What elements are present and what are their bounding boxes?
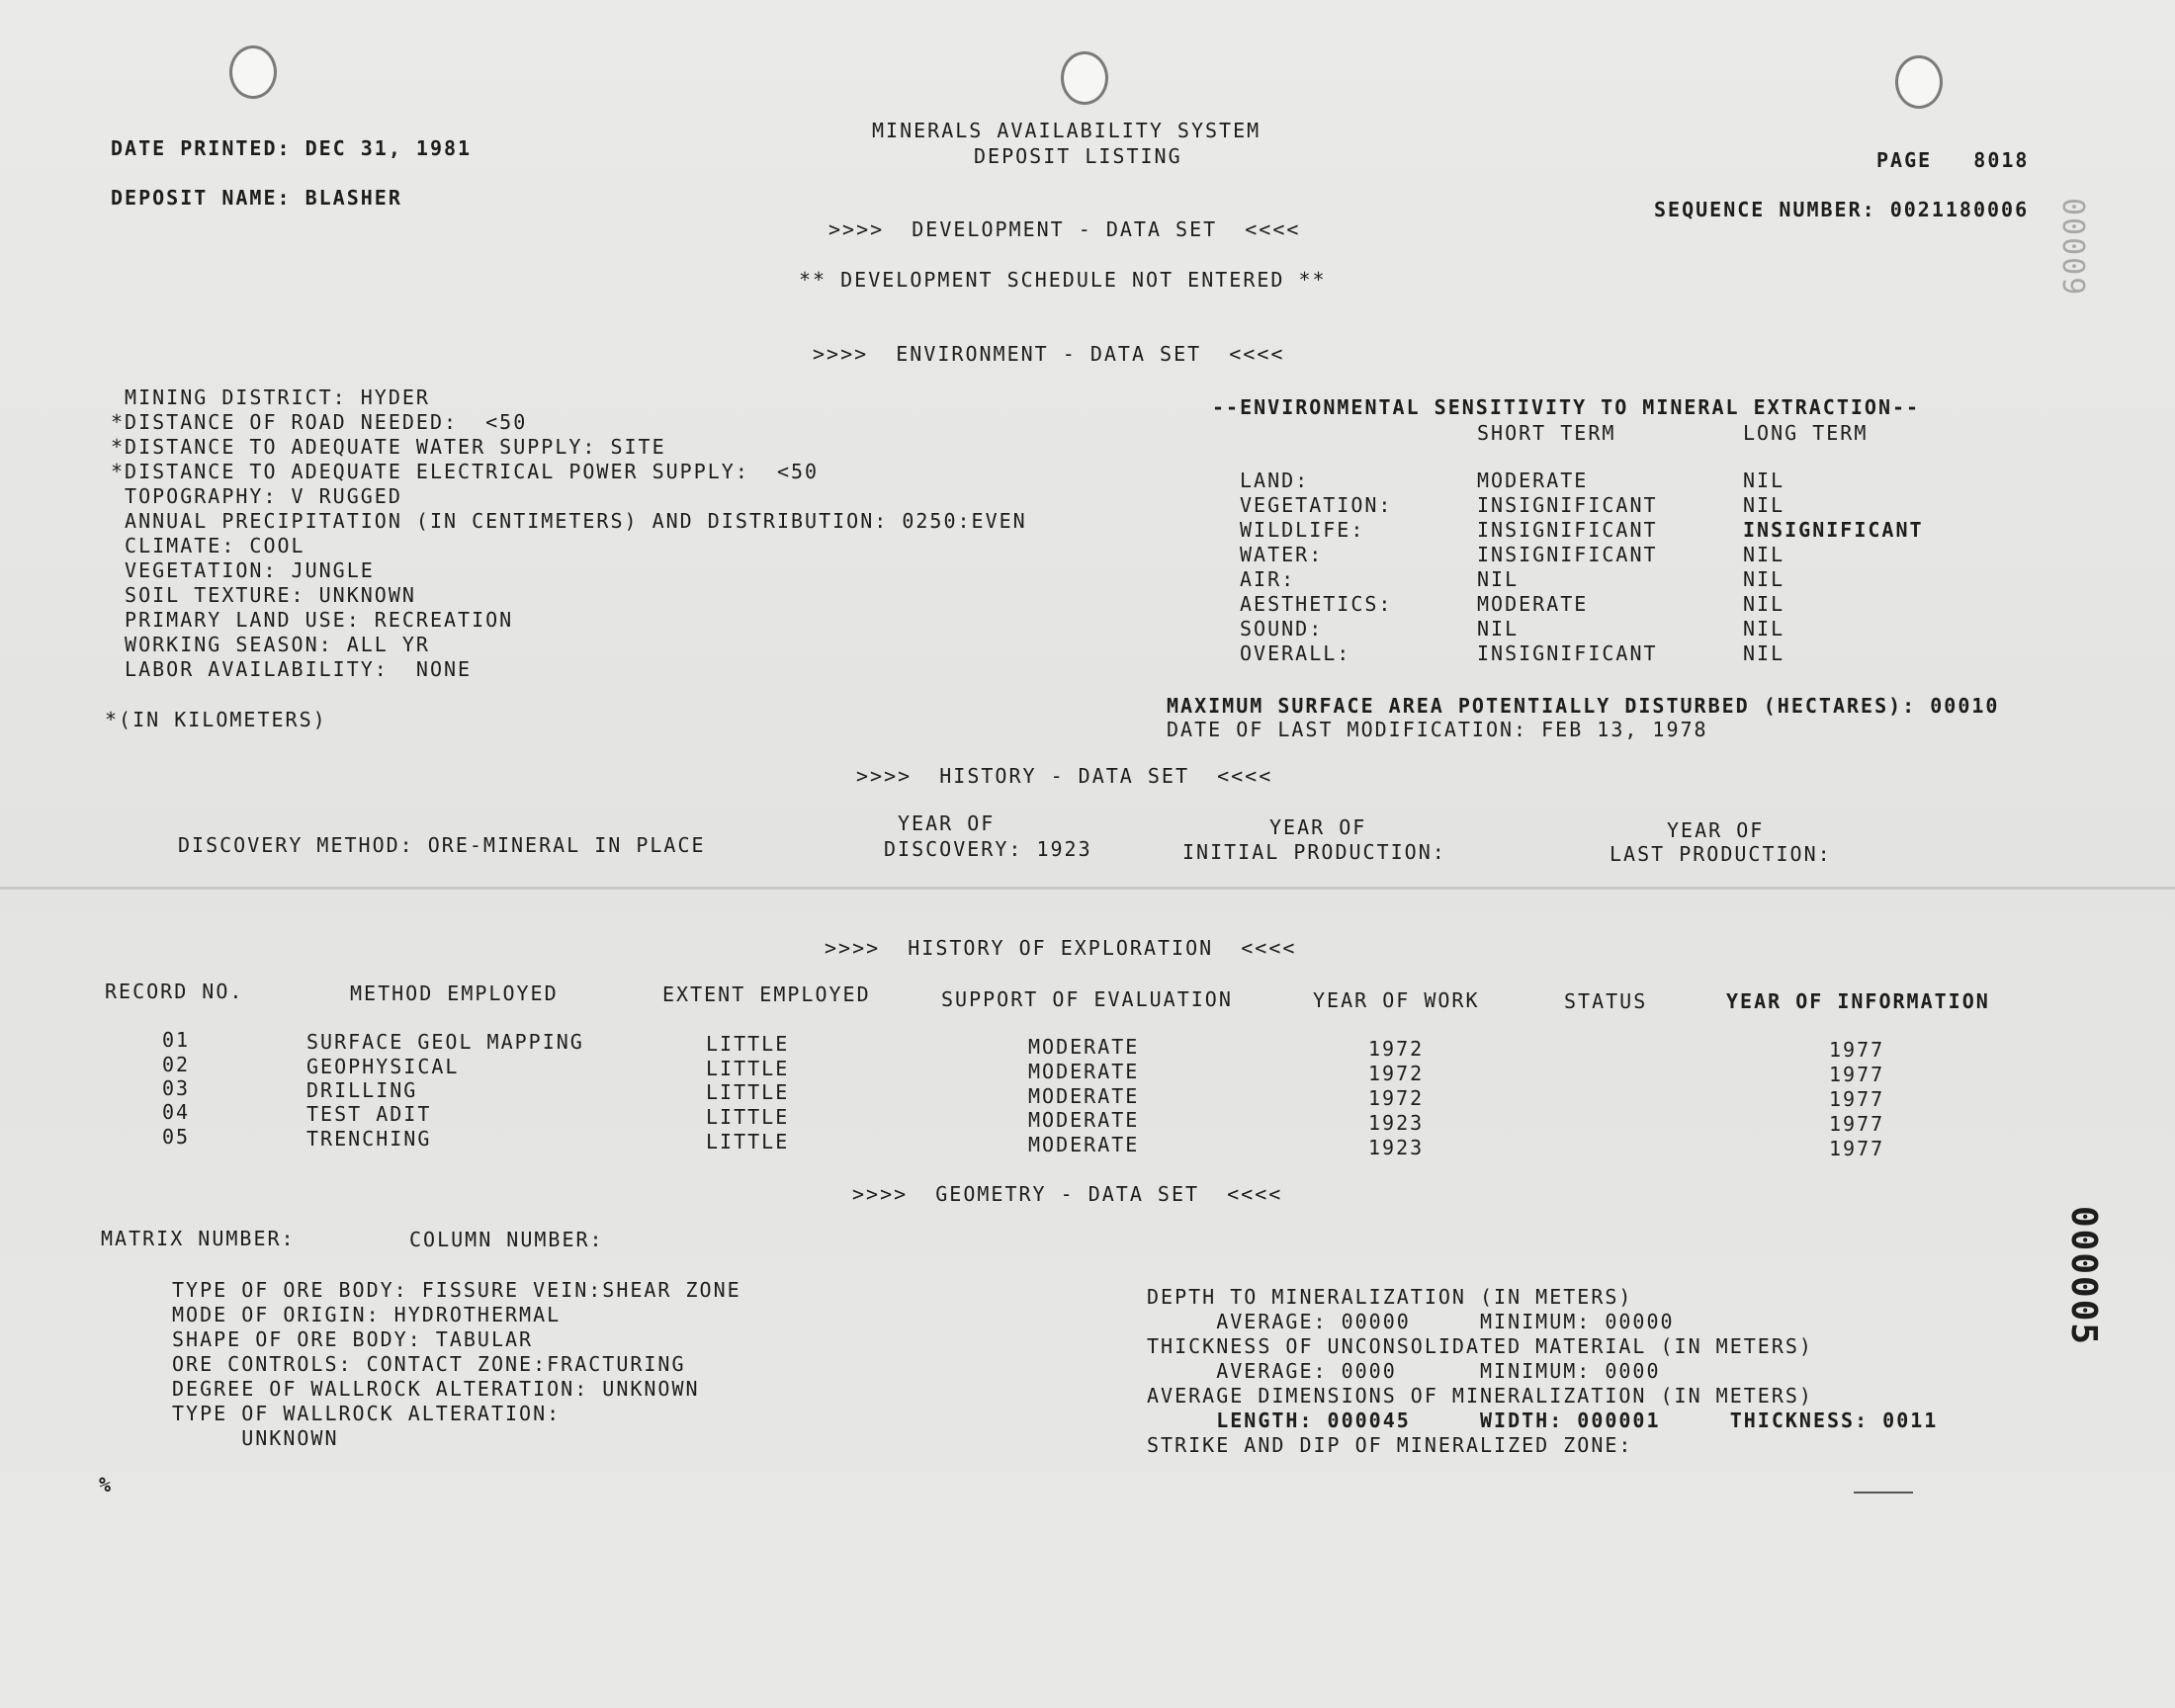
sens-long: NIL bbox=[1743, 592, 1785, 616]
sens-label: LAND: bbox=[1240, 469, 1310, 492]
column-header: YEAR OF WORK bbox=[1313, 988, 1480, 1012]
sens-long: NIL bbox=[1743, 469, 1785, 492]
development-heading: >>>> DEVELOPMENT - DATA SET <<<< bbox=[828, 217, 1301, 241]
exploration-heading: >>>> HISTORY OF EXPLORATION <<<< bbox=[825, 936, 1297, 960]
sens-label: OVERALL: bbox=[1240, 641, 1351, 665]
column-header: YEAR OF INFORMATION bbox=[1726, 989, 1990, 1013]
year-of-work: 1923 bbox=[1368, 1111, 1425, 1135]
side-stamp-bottom: 000005 bbox=[2063, 1206, 2104, 1347]
support: MODERATE bbox=[1028, 1108, 1140, 1132]
env-line: TOPOGRAPHY: V RUGGED bbox=[111, 484, 402, 508]
column-header: RECORD NO. bbox=[105, 980, 244, 1003]
geometry-line: TYPE OF WALLROCK ALTERATION: bbox=[172, 1402, 562, 1425]
history-heading: >>>> HISTORY - DATA SET <<<< bbox=[856, 764, 1273, 788]
sens-short: INSIGNIFICANT bbox=[1477, 641, 1658, 665]
extent: LITTLE bbox=[706, 1080, 790, 1104]
sens-long: NIL bbox=[1743, 567, 1785, 591]
extent: LITTLE bbox=[706, 1032, 790, 1056]
binder-hole bbox=[1061, 51, 1108, 105]
environment-heading: >>>> ENVIRONMENT - DATA SET <<<< bbox=[813, 342, 1285, 366]
method: GEOPHYSICAL bbox=[306, 1055, 460, 1078]
method: SURFACE GEOL MAPPING bbox=[306, 1030, 584, 1054]
extent: LITTLE bbox=[706, 1057, 790, 1080]
year-of-discovery: DISCOVERY: 1923 bbox=[884, 837, 1092, 861]
sens-short: NIL bbox=[1477, 567, 1520, 591]
column-header: STATUS bbox=[1564, 989, 1648, 1013]
sens-long: NIL bbox=[1743, 641, 1785, 665]
column-header: SUPPORT OF EVALUATION bbox=[941, 987, 1233, 1011]
listing-title: DEPOSIT LISTING bbox=[974, 144, 1182, 168]
sens-short: MODERATE bbox=[1477, 592, 1589, 616]
year-of-label: YEAR OF bbox=[1667, 818, 1765, 842]
development-note: ** DEVELOPMENT SCHEDULE NOT ENTERED ** bbox=[799, 268, 1327, 292]
env-line: *DISTANCE TO ADEQUATE ELECTRICAL POWER SUPPLY: <50 bbox=[111, 460, 820, 483]
deposit-name: DEPOSIT NAME: BLASHER bbox=[111, 186, 402, 210]
sens-long: NIL bbox=[1743, 493, 1785, 517]
km-footnote: *(IN KILOMETERS) bbox=[105, 708, 327, 731]
support: MODERATE bbox=[1028, 1060, 1140, 1083]
binder-hole bbox=[229, 45, 277, 99]
max-surface-area: MAXIMUM SURFACE AREA POTENTIALLY DISTURBED (HECTARES): 00010 bbox=[1167, 694, 2000, 718]
extent: LITTLE bbox=[706, 1130, 790, 1153]
sensitivity-title: --ENVIRONMENTAL SENSITIVITY TO MINERAL EXTRACTION-- bbox=[1212, 395, 1921, 419]
sens-short: INSIGNIFICANT bbox=[1477, 518, 1658, 542]
geometry-line: DEPTH TO MINERALIZATION (IN METERS) bbox=[1147, 1285, 1633, 1309]
sens-long: NIL bbox=[1743, 543, 1785, 566]
percent-mark: % bbox=[99, 1473, 114, 1496]
sens-long: INSIGNIFICANT bbox=[1743, 518, 1924, 542]
env-line: VEGETATION: JUNGLE bbox=[111, 558, 375, 582]
geometry-line: ORE CONTROLS: CONTACT ZONE:FRACTURING bbox=[172, 1352, 686, 1376]
initial-production: INITIAL PRODUCTION: bbox=[1182, 840, 1446, 864]
year-of-info: 1977 bbox=[1829, 1137, 1885, 1160]
record-no: 04 bbox=[162, 1100, 191, 1124]
geometry-line: DEGREE OF WALLROCK ALTERATION: UNKNOWN bbox=[172, 1377, 700, 1401]
sens-label: SOUND: bbox=[1240, 617, 1324, 640]
column-number: COLUMN NUMBER: bbox=[409, 1228, 604, 1251]
method: TEST ADIT bbox=[306, 1102, 432, 1126]
sens-long: NIL bbox=[1743, 617, 1785, 640]
year-of-info: 1977 bbox=[1829, 1063, 1885, 1086]
env-line: CLIMATE: COOL bbox=[111, 534, 305, 557]
env-line: SOIL TEXTURE: UNKNOWN bbox=[111, 583, 416, 607]
col-long-term: LONG TERM bbox=[1743, 421, 1869, 445]
fold-line bbox=[0, 887, 2175, 890]
year-of-work: 1972 bbox=[1368, 1062, 1425, 1085]
ink-rule bbox=[1854, 1492, 1913, 1494]
col-short-term: SHORT TERM bbox=[1477, 421, 1616, 445]
geometry-line: AVERAGE: 00000 MINIMUM: 00000 bbox=[1147, 1310, 1675, 1333]
year-of-info: 1977 bbox=[1829, 1038, 1885, 1062]
record-no: 05 bbox=[162, 1125, 191, 1149]
env-line: ANNUAL PRECIPITATION (IN CENTIMETERS) AND DISTRIBUTION: 0250:EVEN bbox=[111, 509, 1027, 533]
record-no: 01 bbox=[162, 1028, 191, 1052]
matrix-number: MATRIX NUMBER: bbox=[101, 1227, 296, 1250]
geometry-line: TYPE OF ORE BODY: FISSURE VEIN:SHEAR ZONE bbox=[172, 1278, 741, 1302]
geometry-heading: >>>> GEOMETRY - DATA SET <<<< bbox=[852, 1182, 1283, 1206]
discovery-method: DISCOVERY METHOD: ORE-MINERAL IN PLACE bbox=[178, 833, 706, 857]
column-header: METHOD EMPLOYED bbox=[350, 982, 559, 1005]
env-line: MINING DISTRICT: HYDER bbox=[111, 385, 430, 409]
page-number: PAGE 8018 bbox=[1876, 148, 2030, 172]
last-production: LAST PRODUCTION: bbox=[1610, 842, 1832, 866]
binder-hole bbox=[1895, 55, 1943, 109]
sens-label: AESTHETICS: bbox=[1240, 592, 1393, 616]
sens-label: AIR: bbox=[1240, 567, 1296, 591]
method: DRILLING bbox=[306, 1078, 418, 1102]
sens-short: INSIGNIFICANT bbox=[1477, 493, 1658, 517]
year-of-label: YEAR OF bbox=[898, 811, 996, 835]
geometry-line: MODE OF ORIGIN: HYDROTHERMAL bbox=[172, 1303, 562, 1326]
sens-label: VEGETATION: bbox=[1240, 493, 1393, 517]
sens-short: MODERATE bbox=[1477, 469, 1589, 492]
geometry-line: AVERAGE: 0000 MINIMUM: 0000 bbox=[1147, 1359, 1661, 1383]
date-printed: DATE PRINTED: DEC 31, 1981 bbox=[111, 136, 473, 160]
geometry-line: SHAPE OF ORE BODY: TABULAR bbox=[172, 1327, 534, 1351]
sens-short: INSIGNIFICANT bbox=[1477, 543, 1658, 566]
record-no: 02 bbox=[162, 1053, 191, 1076]
system-title: MINERALS AVAILABILITY SYSTEM bbox=[872, 119, 1262, 142]
extent: LITTLE bbox=[706, 1105, 790, 1129]
support: MODERATE bbox=[1028, 1035, 1140, 1059]
year-of-work: 1923 bbox=[1368, 1136, 1425, 1159]
env-line: *DISTANCE TO ADEQUATE WATER SUPPLY: SITE bbox=[111, 435, 666, 459]
record-no: 03 bbox=[162, 1076, 191, 1100]
sens-label: WILDLIFE: bbox=[1240, 518, 1365, 542]
year-of-info: 1977 bbox=[1829, 1087, 1885, 1111]
geometry-line: THICKNESS OF UNCONSOLIDATED MATERIAL (IN METERS) bbox=[1147, 1334, 1813, 1358]
support: MODERATE bbox=[1028, 1133, 1140, 1156]
env-line: PRIMARY LAND USE: RECREATION bbox=[111, 608, 514, 632]
env-line: *DISTANCE OF ROAD NEEDED: <50 bbox=[111, 410, 528, 434]
year-of-work: 1972 bbox=[1368, 1037, 1425, 1061]
method: TRENCHING bbox=[306, 1127, 432, 1151]
geometry-line: AVERAGE DIMENSIONS OF MINERALIZATION (IN METERS) bbox=[1147, 1384, 1813, 1408]
sequence-number: SEQUENCE NUMBER: 0021180006 bbox=[1654, 198, 2030, 221]
geometry-line: STRIKE AND DIP OF MINERALIZED ZONE: bbox=[1147, 1433, 1633, 1457]
year-of-info: 1977 bbox=[1829, 1112, 1885, 1136]
env-line: WORKING SEASON: ALL YR bbox=[111, 633, 430, 656]
support: MODERATE bbox=[1028, 1084, 1140, 1108]
sens-short: NIL bbox=[1477, 617, 1520, 640]
env-line: LABOR AVAILABILITY: NONE bbox=[111, 657, 473, 681]
sens-label: WATER: bbox=[1240, 543, 1324, 566]
year-of-work: 1972 bbox=[1368, 1086, 1425, 1110]
year-of-label: YEAR OF bbox=[1269, 815, 1367, 839]
side-stamp-top: 00009 bbox=[2055, 198, 2090, 298]
last-modification: DATE OF LAST MODIFICATION: FEB 13, 1978 bbox=[1167, 718, 1708, 741]
geometry-line: LENGTH: 000045 WIDTH: 000001 THICKNESS: 0011 bbox=[1147, 1409, 1939, 1432]
column-header: EXTENT EMPLOYED bbox=[662, 982, 871, 1006]
geometry-line: UNKNOWN bbox=[172, 1426, 339, 1450]
